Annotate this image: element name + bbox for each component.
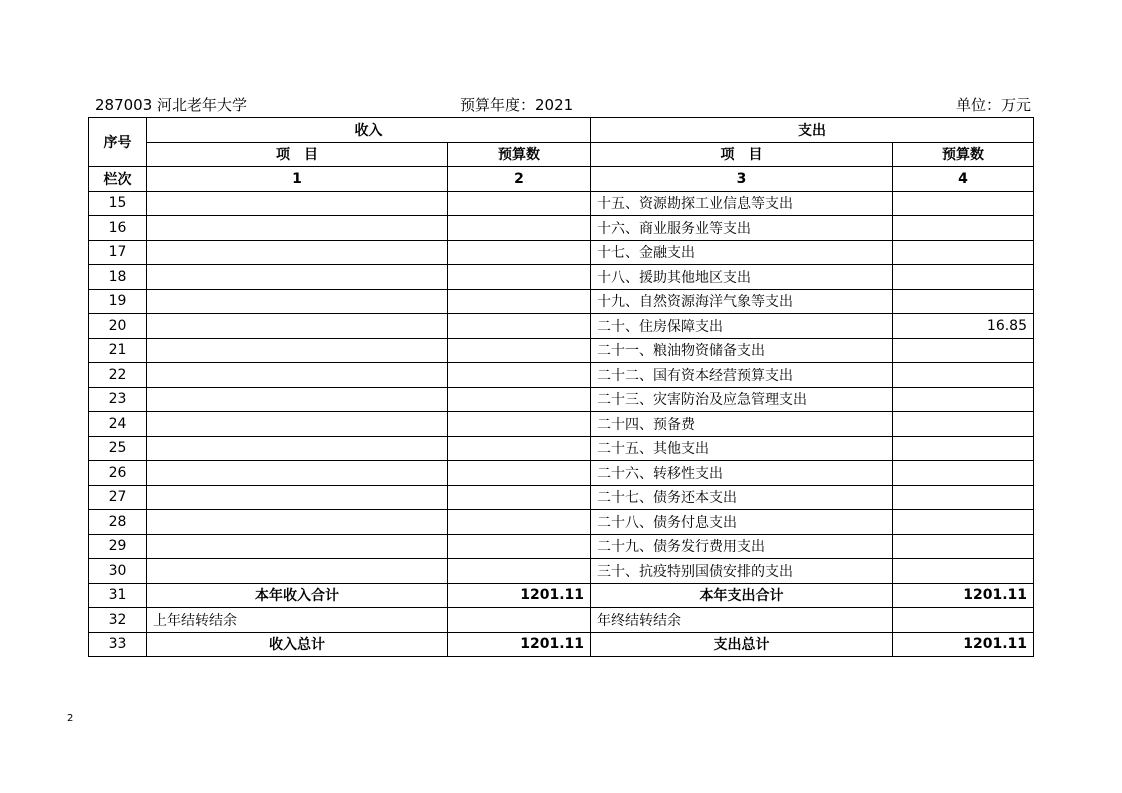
budget-year: 预算年度：2021: [460, 96, 574, 114]
table-row: [89, 216, 1034, 241]
table-row: [89, 191, 1034, 216]
org-name: 287003 河北老年大学: [95, 96, 248, 114]
prior-year-carryover-label: 上年结转结余: [147, 608, 448, 633]
expense-item: 十九、自然资源海洋气象等支出: [591, 289, 893, 314]
currency-unit: 单位：万元: [955, 96, 1031, 114]
row-number: 31: [89, 583, 147, 608]
year-end-carryover-label: 年终结转结余: [591, 608, 893, 633]
row-number: 23: [89, 387, 147, 412]
column-index-2: 2: [448, 167, 591, 192]
budget-table: [88, 117, 1034, 657]
income-amount: [448, 436, 591, 461]
annual-total-row: [89, 583, 1034, 608]
income-amount: [448, 363, 591, 388]
table-row: [89, 534, 1034, 559]
income-item-header: 项 目: [147, 142, 448, 167]
income-item: [147, 387, 448, 412]
grand-total-row: [89, 632, 1034, 657]
expense-item: 十七、金融支出: [591, 240, 893, 265]
row-number: 20: [89, 314, 147, 339]
income-amount: [448, 314, 591, 339]
row-number: 24: [89, 412, 147, 437]
group-header-row: [89, 118, 1034, 143]
expense-amount: [893, 387, 1034, 412]
income-group-header: 收入: [147, 118, 591, 143]
table-row: [89, 289, 1034, 314]
income-item: [147, 216, 448, 241]
table-row: [89, 436, 1034, 461]
row-number: 33: [89, 632, 147, 657]
table-row: [89, 387, 1034, 412]
expense-item: 二十八、债务付息支出: [591, 510, 893, 535]
annual-income-total-label: 本年收入合计: [147, 583, 448, 608]
income-amount: [448, 485, 591, 510]
income-item: [147, 510, 448, 535]
report-header: [95, 94, 1031, 116]
expense-item-header: 项 目: [591, 142, 893, 167]
income-amount: [448, 412, 591, 437]
annual-income-total-amount: 1201.11: [448, 583, 591, 608]
expense-item: 二十、住房保障支出: [591, 314, 893, 339]
table-row: [89, 240, 1034, 265]
expense-grand-total-amount: 1201.11: [893, 632, 1034, 657]
expense-amount: [893, 289, 1034, 314]
income-item: [147, 412, 448, 437]
expense-item: 二十二、国有资本经营预算支出: [591, 363, 893, 388]
prior-year-carryover-amount: [448, 608, 591, 633]
expense-amount: [893, 338, 1034, 363]
row-number: 19: [89, 289, 147, 314]
column-header-row: [89, 142, 1034, 167]
page-number: 2: [67, 713, 74, 724]
income-item: [147, 485, 448, 510]
expense-amount: [893, 240, 1034, 265]
table-row: [89, 314, 1034, 339]
row-number: 18: [89, 265, 147, 290]
expense-item: 十八、援助其他地区支出: [591, 265, 893, 290]
income-item: [147, 240, 448, 265]
expense-amount: [893, 436, 1034, 461]
expense-item: 十五、资源勘探工业信息等支出: [591, 191, 893, 216]
column-index-row: [89, 167, 1034, 192]
row-number: 15: [89, 191, 147, 216]
expense-budget-header: 预算数: [893, 142, 1034, 167]
income-item: [147, 314, 448, 339]
expense-amount: [893, 191, 1034, 216]
budget-table-body: [89, 191, 1034, 657]
expense-item: 二十三、灾害防治及应急管理支出: [591, 387, 893, 412]
row-number: 27: [89, 485, 147, 510]
annual-expense-total-amount: 1201.11: [893, 583, 1034, 608]
row-number: 29: [89, 534, 147, 559]
row-number: 30: [89, 559, 147, 584]
income-grand-total-amount: 1201.11: [448, 632, 591, 657]
row-number: 28: [89, 510, 147, 535]
expense-amount: [893, 534, 1034, 559]
income-budget-header: 预算数: [448, 142, 591, 167]
annual-expense-total-label: 本年支出合计: [591, 583, 893, 608]
income-amount: [448, 534, 591, 559]
expense-amount: [893, 216, 1034, 241]
row-number: 32: [89, 608, 147, 633]
income-amount: [448, 216, 591, 241]
row-number: 16: [89, 216, 147, 241]
income-amount: [448, 559, 591, 584]
income-item: [147, 559, 448, 584]
year-end-carryover-amount: [893, 608, 1034, 633]
row-number: 22: [89, 363, 147, 388]
table-row: [89, 338, 1034, 363]
table-row: [89, 265, 1034, 290]
income-amount: [448, 338, 591, 363]
expense-amount: [893, 559, 1034, 584]
income-amount: [448, 510, 591, 535]
row-number: 17: [89, 240, 147, 265]
expense-item: 十六、商业服务业等支出: [591, 216, 893, 241]
income-item: [147, 534, 448, 559]
row-number: 25: [89, 436, 147, 461]
income-item: [147, 363, 448, 388]
expense-item: 二十九、债务发行费用支出: [591, 534, 893, 559]
income-item: [147, 338, 448, 363]
table-row: [89, 559, 1034, 584]
table-row: [89, 510, 1034, 535]
income-amount: [448, 240, 591, 265]
income-amount: [448, 461, 591, 486]
carryover-row: [89, 608, 1034, 633]
expense-amount: [893, 412, 1034, 437]
expense-grand-total-label: 支出总计: [591, 632, 893, 657]
table-row: [89, 412, 1034, 437]
column-index-4: 4: [893, 167, 1034, 192]
expense-item: 三十、抗疫特别国债安排的支出: [591, 559, 893, 584]
expense-item: 二十一、粮油物资储备支出: [591, 338, 893, 363]
expense-group-header: 支出: [591, 118, 1034, 143]
expense-item: 二十六、转移性支出: [591, 461, 893, 486]
column-index-3: 3: [591, 167, 893, 192]
column-index-label: 栏次: [89, 167, 147, 192]
expense-amount: [893, 265, 1034, 290]
row-number: 21: [89, 338, 147, 363]
expense-amount: [893, 485, 1034, 510]
expense-amount: [893, 363, 1034, 388]
expense-item: 二十四、预备费: [591, 412, 893, 437]
income-amount: [448, 265, 591, 290]
income-item: [147, 289, 448, 314]
income-item: [147, 436, 448, 461]
expense-amount: 16.85: [893, 314, 1034, 339]
expense-item: 二十五、其他支出: [591, 436, 893, 461]
seq-header: 序号: [89, 118, 147, 167]
income-item: [147, 191, 448, 216]
column-index-1: 1: [147, 167, 448, 192]
table-row: [89, 363, 1034, 388]
expense-amount: [893, 510, 1034, 535]
expense-amount: [893, 461, 1034, 486]
income-amount: [448, 289, 591, 314]
income-item: [147, 461, 448, 486]
income-grand-total-label: 收入总计: [147, 632, 448, 657]
income-amount: [448, 387, 591, 412]
income-amount: [448, 191, 591, 216]
expense-item: 二十七、债务还本支出: [591, 485, 893, 510]
row-number: 26: [89, 461, 147, 486]
income-item: [147, 265, 448, 290]
table-row: [89, 485, 1034, 510]
table-row: [89, 461, 1034, 486]
